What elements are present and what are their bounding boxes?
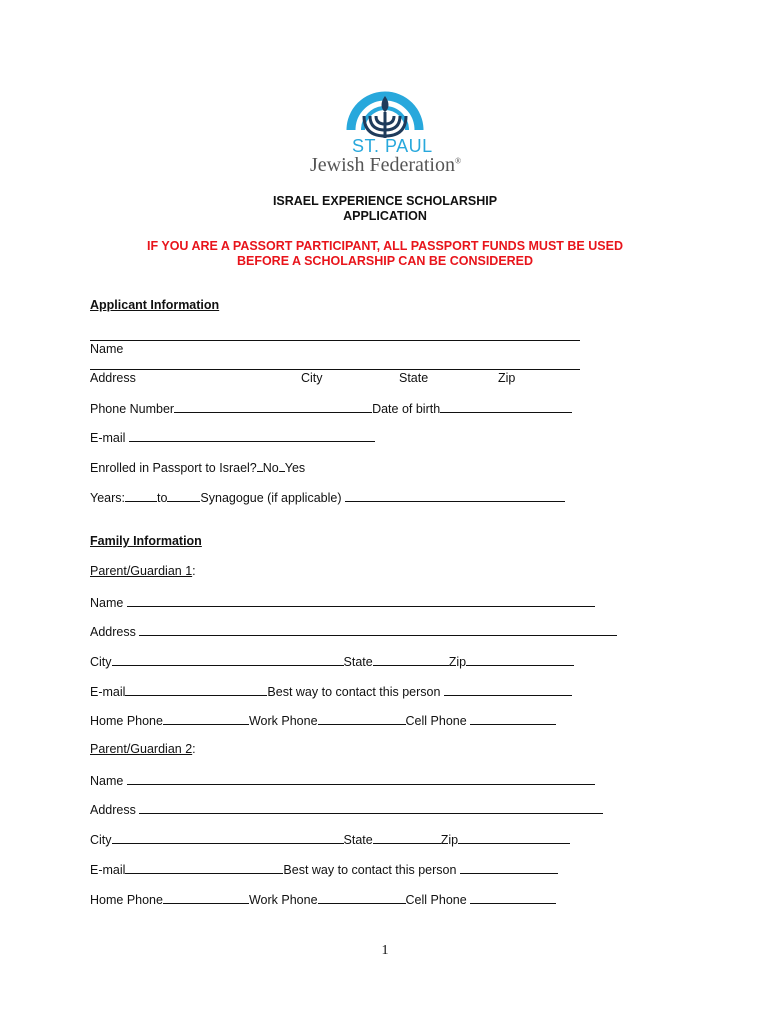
applicant-address-label: Address: [90, 371, 136, 385]
parent1-contact-field[interactable]: [444, 683, 572, 696]
parent2-city-row: [90, 831, 570, 847]
parent2-contact-field[interactable]: [460, 861, 558, 874]
dob-field[interactable]: [440, 400, 572, 413]
parent2-city-field[interactable]: [112, 831, 344, 844]
synagogue-label: Synagogue (if applicable): [200, 491, 342, 505]
phone-label: Phone Number: [90, 402, 175, 416]
parent2-work-phone-field[interactable]: [318, 891, 406, 904]
applicant-name-label: Name: [90, 342, 124, 356]
zip-label: Zip: [448, 655, 467, 669]
applicant-email-row: [90, 429, 375, 445]
form-title-line1: ISRAEL EXPERIENCE SCHOLARSHIP: [272, 194, 498, 208]
warning-line2: BEFORE A SCHOLARSHIP CAN BE CONSIDERED: [236, 254, 534, 268]
synagogue-field[interactable]: [345, 489, 565, 502]
parent2-email-row: [90, 861, 558, 877]
email-label: E-mail: [90, 431, 126, 445]
cell-phone-label: Cell Phone: [405, 893, 467, 907]
parent2-phone-row: [90, 891, 556, 907]
parent1-home-phone-field[interactable]: [163, 712, 249, 725]
cell-phone-label: Cell Phone: [405, 714, 467, 728]
enrolled-label: Enrolled in Passport to Israel?: [90, 461, 257, 475]
to-label: to: [156, 491, 168, 505]
parent2-home-phone-field[interactable]: [163, 891, 249, 904]
menorah-icon: [330, 68, 440, 140]
parent1-city-row: [90, 653, 574, 669]
email-field[interactable]: [129, 429, 375, 442]
name-label: Name: [90, 596, 124, 610]
parent2-address-field[interactable]: [139, 801, 603, 814]
applicant-zip-label: Zip: [498, 371, 516, 385]
state-label: State: [343, 833, 373, 847]
enrolled-row: [90, 459, 305, 475]
applicant-heading: Applicant Information: [90, 298, 220, 312]
address-label: Address: [90, 803, 136, 817]
applicant-phone-row: [90, 400, 572, 416]
family-heading: Family Information: [90, 534, 202, 548]
parent2-zip-field[interactable]: [458, 831, 570, 844]
home-phone-label: Home Phone: [90, 714, 163, 728]
applicant-state-label: State: [399, 371, 429, 385]
parent1-zip-field[interactable]: [466, 653, 574, 666]
parent1-state-field[interactable]: [373, 653, 449, 666]
applicant-city-label: City: [301, 371, 323, 385]
parent2-email-field[interactable]: [125, 861, 283, 874]
contact-label: Best way to contact this person: [267, 685, 441, 699]
parent2-address-row: [90, 801, 603, 817]
phone-field[interactable]: [174, 400, 372, 413]
parent1-label: Parent/Guardian 1:: [90, 564, 196, 578]
parent1-work-phone-field[interactable]: [318, 712, 406, 725]
parent1-name-row: [90, 594, 595, 610]
parent1-email-field[interactable]: [125, 683, 267, 696]
parent2-name-row: [90, 772, 595, 788]
parent1-email-row: [90, 683, 572, 699]
contact-label: Best way to contact this person: [283, 863, 457, 877]
parent1-address-field[interactable]: [139, 623, 617, 636]
home-phone-label: Home Phone: [90, 893, 163, 907]
email-label: E-mail: [90, 685, 126, 699]
parent2-name-field[interactable]: [127, 772, 595, 785]
email-label: E-mail: [90, 863, 126, 877]
parent2-label: Parent/Guardian 2:: [90, 742, 196, 756]
parent1-address-row: [90, 623, 617, 639]
applicant-address-line[interactable]: [90, 369, 580, 370]
zip-label: Zip: [440, 833, 459, 847]
parent1-name-field[interactable]: [127, 594, 595, 607]
parent2-cell-phone-field[interactable]: [470, 891, 556, 904]
page-number: 1: [381, 943, 389, 958]
years-from-field[interactable]: [125, 489, 157, 502]
name-label: Name: [90, 774, 124, 788]
state-label: State: [343, 655, 373, 669]
parent2-state-field[interactable]: [373, 831, 441, 844]
applicant-name-line[interactable]: [90, 340, 580, 341]
work-phone-label: Work Phone: [248, 714, 318, 728]
years-label: Years:: [90, 491, 125, 505]
city-label: City: [90, 655, 112, 669]
city-label: City: [90, 833, 112, 847]
years-row: [90, 489, 565, 505]
yes-label: Yes: [284, 461, 306, 475]
registered-mark: ®: [454, 156, 462, 166]
parent1-cell-phone-field[interactable]: [470, 712, 556, 725]
dob-label: Date of birth: [372, 402, 441, 416]
form-title-line2: APPLICATION: [343, 209, 427, 223]
parent1-phone-row: [90, 712, 556, 728]
work-phone-label: Work Phone: [248, 893, 318, 907]
address-label: Address: [90, 625, 136, 639]
logo-text-bottom: Jewish Federation®: [310, 154, 462, 176]
logo-text-top: ST. PAUL: [352, 136, 433, 156]
warning-line1: IF YOU ARE A PASSORT PARTICIPANT, ALL PASSPORT FUNDS MUST BE USED: [147, 239, 623, 253]
no-label: No: [262, 461, 279, 475]
parent1-city-field[interactable]: [112, 653, 344, 666]
years-to-field[interactable]: [167, 489, 200, 502]
